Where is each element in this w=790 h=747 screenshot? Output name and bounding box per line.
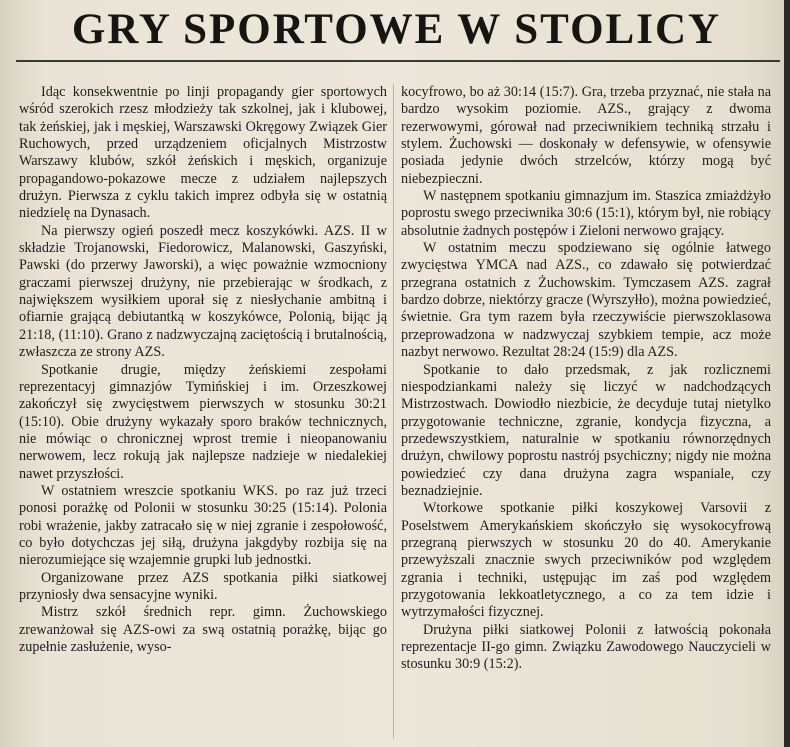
- paragraph: W następnem spotkaniu gimnazjum im. Staszica zmiażdżyło poprostu swego przeciwnika 30:6 (15:1), którym był, nie robiący absolutnie żadnych postępów i Zieloni nerwowo grający.: [401, 188, 771, 239]
- paragraph: Idąc konsekwentnie po linji propagandy gier sportowych wśród szerokich rzesz młodzieży tak szkolnej, jak i klubowej, tak żeńskiej, jak i męskiej, Warszawski Okręgowy Związek Gier Ruchowych, przed urządzeniem oficjalnych Mistrzostw Warszawy klubów, szkół żeńskich i męskich, organizuje propagandowo-pokazowe mecze z udziałem najlepszych drużyn. Pierwsza z cyklu takich imprez odbyła się w ostatnią niedzielę na Dynasach.: [19, 84, 387, 222]
- paragraph: Wtorkowe spotkanie piłki koszykowej Varsovii z Poselstwem Amerykańskiem skończyło się wysokocyfrową przegraną pierwszych w stosunku 20 do 40. Amerykanie przewyższali znacznie swych przeciwników pod względem zgrania i techniki, ustępując im zaś pod względem przygotowania lekkoatletycznego, a co za tem idzie i wytrzymałości fizycznej.: [401, 500, 771, 621]
- right-column: [401, 84, 771, 674]
- paragraph: kocyfrowo, bo aż 30:14 (15:7). Gra, trzeba przyznać, nie stała na bardzo wysokim poziomie. AZS., grający z dwoma rezerwowymi, górował nad przeciwnikiem techniką strzału i stylem. Żuchowski — doskonały w defensywie, w ofensywie posiada jedynie dwóch strzelców, którzy mogą być niebezpieczni.: [401, 84, 771, 187]
- paragraph: Mistrz szkół średnich repr. gimn. Żuchowskiego zrewanżował się AZS-owi za swą ostatnią porażkę, bijąc go zupełnie zasłużenie, wyso-: [19, 604, 387, 655]
- paragraph: Drużyna piłki siatkowej Polonii z łatwością pokonała reprezentacje II-go gimn. Związku Zawodowego Nauczycieli w stosunku 30:9 (15:2).: [401, 621, 771, 673]
- paragraph: Organizowane przez AZS spotkania piłki siatkowej przyniosły dwa sensacyjne wyniki.: [19, 569, 387, 603]
- article-headline: GRY SPORTOWE W STOLICY: [71, 6, 722, 53]
- paragraph: W ostatnim meczu spodziewano się ogólnie łatwego zwycięstwa YMCA nad AZS., co zdawało się potwierdzać przegrana ostatnich z Żuchowskim. Tymczasem AZS. zagrał bardzo dobrze, niektórzy gracze (Wyrszyłło), można powiedzieć, świetnie. Gra tym razem była rzeczywiście pierwszoklasowa przeprowadzona w nadzwyczaj szybkiem tempie, acz może nazbyt nerwowo. Rezultat 28:24 (15:9) dla AZS.: [401, 240, 771, 361]
- paragraph: Na pierwszy ogień poszedł mecz koszykówki. AZS. II w składzie Trojanowski, Fiedorowicz, Malanowski, Gaszyński, Pawski (do przerwy Jaworski), a więc poważnie wzmocniony graczami pierwszej drużyny, nie przebierając w środkach, z największem wysiłkiem uporał się z niesłychanie ambitną i ofiarnie grającą debiutantką w koszykówce, Polonią, bijąc ją 21:18, (11:10). Grano z nadzwyczajną zaciętością i brutalnością, zwłaszcza ze strony AZS.: [19, 222, 387, 361]
- headline-rule: [16, 60, 780, 62]
- column-divider: [393, 84, 394, 739]
- paragraph: Spotkanie drugie, między żeńskiemi zespołami reprezentacyj gimnazjów Tymińskiej i im. Orzeszkowej zakończył się zwycięstwem pierwszych w stosunku 30:21 (15:10). Obie drużyny wykazały sporo braków technicznych, nie mówiąc o chronicznej wprost tremie i nieopanowaniu nerwowem, lecz rokują jak najlepsze nadzieje w niedalekiej nawet przyszłości.: [19, 361, 387, 482]
- paragraph: W ostatniem wreszcie spotkaniu WKS. po raz już trzeci ponosi porażkę od Polonii w stosunku 30:25 (15:14). Polonia robi wrażenie, jakby zatracało się w niej zgranie i zespołowość, co było dotychczas jej siłą, drużyna jakgdyby rozbija się na nierozumiejące się wzajemnie grupki lub jednostki.: [19, 482, 387, 569]
- paragraph: Spotkanie to dało przedsmak, z jak rozlicznemi niespodziankami należy się liczyć w nadchodzących Mistrzostwach. Dowiodło niezbicie, że decyduje tutaj nietylko przygotowanie techniczne, zgranie, kondycja fizyczna, a przedewszystkiem, naturalnie w spotkaniu równorzędnych drużyn, chwilowy poprostu nastrój psychiczny; nigdy nie można powiedzieć czy dana drużyna zagra wspaniale, czy beznadziejnie.: [401, 361, 771, 499]
- left-column: [19, 84, 387, 656]
- page-edge: [784, 0, 790, 747]
